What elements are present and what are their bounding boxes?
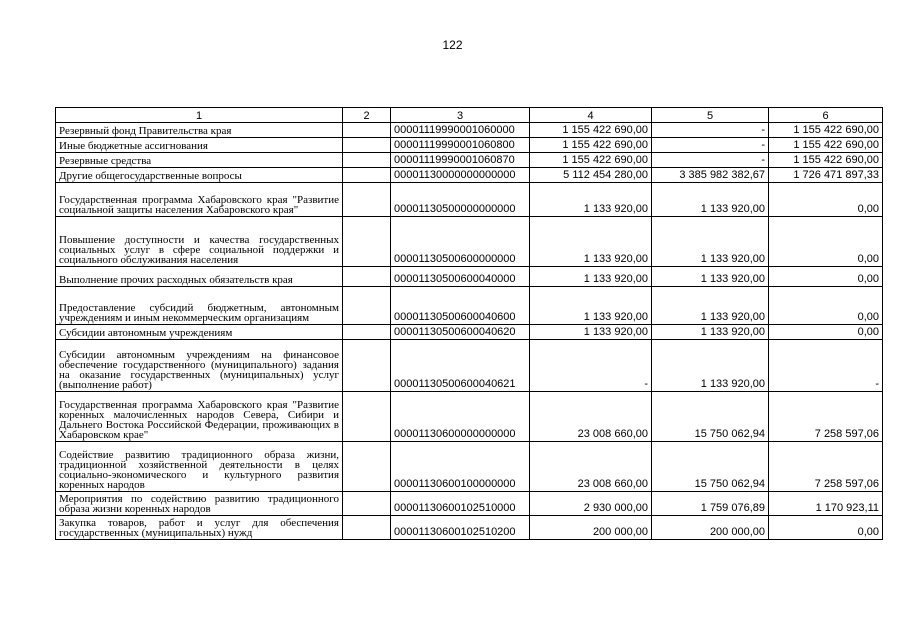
row-name: Повышение доступности и качества государственных социальных услуг в сфере социальной поддержки и социального обслуживания населения [56,217,343,267]
table-row [56,217,883,267]
table-row [56,287,883,325]
row-col2 [343,267,391,287]
row-value-6: 7 258 597,06 [769,392,883,442]
row-code: 00001130500600040620 [391,325,530,340]
row-value-5: 1 133 920,00 [652,287,769,325]
row-value-6: 0,00 [769,287,883,325]
row-value-6: 1 155 422 690,00 [769,153,883,168]
row-value-4: 1 155 422 690,00 [530,123,652,138]
row-value-6: 0,00 [769,183,883,217]
row-value-5: 1 133 920,00 [652,325,769,340]
table-row [56,325,883,340]
row-value-6: 1 170 923,11 [769,492,883,516]
row-value-6: 0,00 [769,516,883,540]
row-name: Резервные средства [56,153,343,168]
row-value-4: 1 155 422 690,00 [530,138,652,153]
table-row [56,138,883,153]
row-code: 00001130600000000000 [391,392,530,442]
row-col2 [343,492,391,516]
row-value-4: 1 155 422 690,00 [530,153,652,168]
row-name: Субсидии автономным учреждениям [56,325,343,340]
row-col2 [343,217,391,267]
row-value-5: 1 133 920,00 [652,267,769,287]
row-value-5: 1 133 920,00 [652,183,769,217]
row-name: Содействие развитию традиционного образа жизни, традиционной хозяйственной деятельности в целях социально-экономического и культурного развития коренных народов [56,442,343,492]
budget-table [55,107,883,540]
row-value-4: 1 133 920,00 [530,267,652,287]
column-header: 1 [56,108,343,123]
row-name: Субсидии автономным учреждениям на финансовое обеспечение государственного (муниципального) задания на оказание государственных (муниципальных) услуг (выполнение работ) [56,340,343,392]
row-value-5: - [652,138,769,153]
row-col2 [343,325,391,340]
row-value-5: - [652,123,769,138]
row-code: 00001130500600000000 [391,217,530,267]
row-name: Другие общегосударственные вопросы [56,168,343,183]
table-row [56,392,883,442]
row-code: 00001130600102510000 [391,492,530,516]
row-value-6: 1 155 422 690,00 [769,138,883,153]
row-col2 [343,516,391,540]
table-row [56,123,883,138]
row-col2 [343,123,391,138]
row-col2 [343,392,391,442]
row-name: Государственная программа Хабаровского края "Развитие коренных малочисленных народов Севера, Сибири и Дальнего Востока Российской Федерации, проживающих в Хабаровском крае" [56,392,343,442]
row-col2 [343,183,391,217]
row-code: 00001119990001060000 [391,123,530,138]
row-value-5: - [652,153,769,168]
table-row [56,183,883,217]
row-name: Мероприятия по содействию развитию традиционного образа жизни коренных народов [56,492,343,516]
table-row [56,442,883,492]
row-value-6: 0,00 [769,267,883,287]
row-name: Предоставление субсидий бюджетным, автономным учреждениям и иным некоммерческим организациям [56,287,343,325]
row-value-4: 1 133 920,00 [530,325,652,340]
table-header-row [56,108,883,123]
row-value-4: - [530,340,652,392]
column-header: 2 [343,108,391,123]
row-code: 00001130600100000000 [391,442,530,492]
row-value-5: 200 000,00 [652,516,769,540]
row-col2 [343,287,391,325]
column-header: 4 [530,108,652,123]
row-code: 00001119990001060870 [391,153,530,168]
row-value-5: 3 385 982 382,67 [652,168,769,183]
row-name: Государственная программа Хабаровского края "Развитие социальной защиты населения Хабаровского края" [56,183,343,217]
row-value-6: 1 726 471 897,33 [769,168,883,183]
row-name: Иные бюджетные ассигнования [56,138,343,153]
row-value-6: 7 258 597,06 [769,442,883,492]
row-col2 [343,168,391,183]
row-col2 [343,340,391,392]
table-row [56,492,883,516]
table-row [56,153,883,168]
page-number: 122 [442,38,463,52]
row-value-4: 1 133 920,00 [530,287,652,325]
row-code: 00001130500600040621 [391,340,530,392]
column-header: 6 [769,108,883,123]
row-name: Резервный фонд Правительства края [56,123,343,138]
row-value-5: 1 133 920,00 [652,340,769,392]
row-code: 00001130500600040000 [391,267,530,287]
table-row [56,168,883,183]
row-code: 00001130500000000000 [391,183,530,217]
row-col2 [343,138,391,153]
row-value-6: 0,00 [769,217,883,267]
row-value-6: - [769,340,883,392]
row-col2 [343,153,391,168]
column-header: 5 [652,108,769,123]
row-value-6: 1 155 422 690,00 [769,123,883,138]
table-row [56,267,883,287]
row-col2 [343,442,391,492]
row-value-4: 23 008 660,00 [530,392,652,442]
row-code: 00001130500600040600 [391,287,530,325]
table-row [56,340,883,392]
row-value-5: 15 750 062,94 [652,442,769,492]
row-code: 00001130000000000000 [391,168,530,183]
row-value-4: 5 112 454 280,00 [530,168,652,183]
row-value-5: 15 750 062,94 [652,392,769,442]
row-value-4: 1 133 920,00 [530,183,652,217]
table-row [56,516,883,540]
row-value-5: 1 759 076,89 [652,492,769,516]
row-value-4: 1 133 920,00 [530,217,652,267]
row-code: 00001130600102510200 [391,516,530,540]
row-name: Закупка товаров, работ и услуг для обеспечения государственных (муниципальных) нужд [56,516,343,540]
row-name: Выполнение прочих расходных обязательств края [56,267,343,287]
row-value-5: 1 133 920,00 [652,217,769,267]
column-header: 3 [391,108,530,123]
row-value-6: 0,00 [769,325,883,340]
row-code: 00001119990001060800 [391,138,530,153]
row-value-4: 200 000,00 [530,516,652,540]
row-value-4: 2 930 000,00 [530,492,652,516]
row-value-4: 23 008 660,00 [530,442,652,492]
